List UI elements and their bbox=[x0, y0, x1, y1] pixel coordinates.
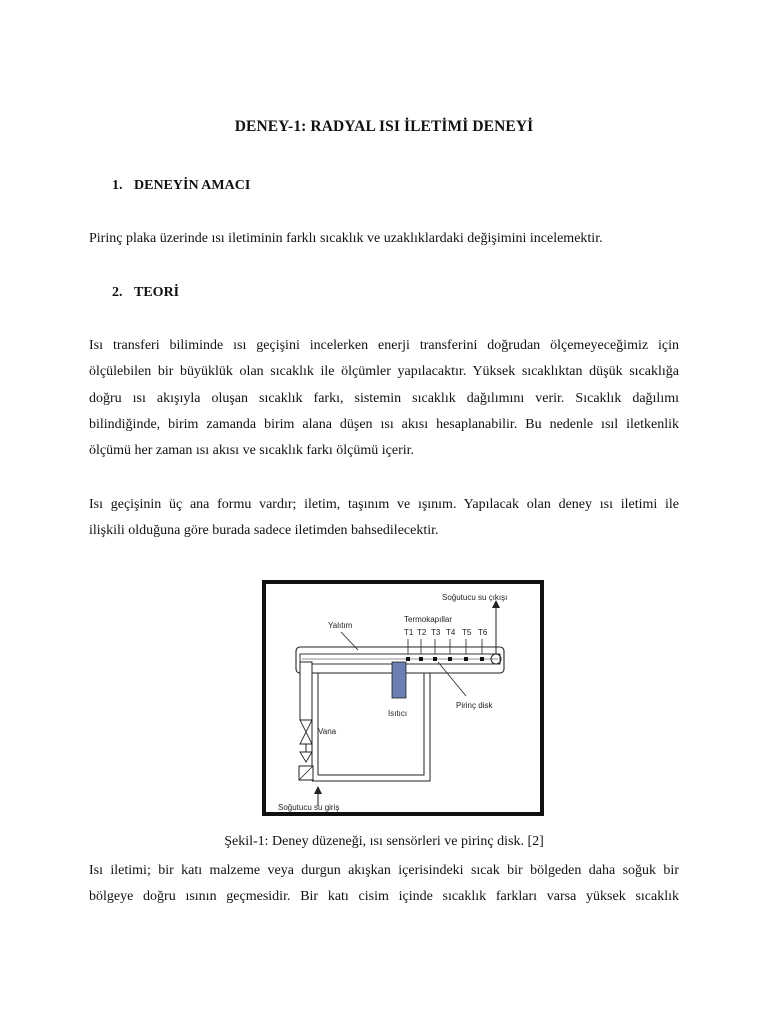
brass-disk-label: Pirinç disk bbox=[456, 701, 493, 710]
sensor-label-t3: T3 bbox=[431, 628, 441, 637]
document-title: DENEY-1: RADYAL ISI İLETİMİ DENEYİ bbox=[234, 118, 534, 135]
theory-paragraph-2 bbox=[89, 492, 679, 545]
aim-paragraph bbox=[89, 226, 679, 252]
sensor-label-t1: T1 bbox=[404, 628, 414, 637]
paragraph-line: Isı transferi biliminde ısı geçişini incelerken enerji transferini doğrudan ölçemeyeceğimiz için bbox=[89, 338, 679, 353]
sensor-label-t6: T6 bbox=[478, 628, 488, 637]
paragraph-line: doğru ısı akışıyla oluşan sıcaklık farkı, sistemin sıcaklık dağılımını verir. Sıcaklık dağılımı bbox=[89, 390, 679, 406]
sensor-point bbox=[419, 657, 423, 661]
valve-icon bbox=[300, 720, 312, 732]
sensor-point bbox=[464, 657, 468, 661]
inlet-pipe bbox=[300, 662, 312, 720]
paragraph-line: bölgeye doğru ısının geçmesidir. Bir katı cisim içinde sıcaklık farkları varsa yüksek sıcaklık bbox=[89, 889, 679, 905]
sensor-point bbox=[480, 657, 484, 661]
section-number: 1. bbox=[112, 178, 123, 193]
section-title: DENEYİN AMACI bbox=[134, 178, 251, 193]
heater-label: Isıtıcı bbox=[388, 709, 408, 718]
paragraph-line: Pirinç plaka üzerinde ısı iletiminin farklı sıcaklık ve uzaklıklardaki değişimini incelemektir. bbox=[89, 231, 603, 246]
valve-label: Vana bbox=[318, 727, 337, 736]
sensor-point bbox=[406, 657, 410, 661]
sensor-label-t4: T4 bbox=[446, 628, 456, 637]
figure-caption: Şekil-1: Deney düzeneği, ısı sensörleri ve pirinç disk. [2] bbox=[224, 834, 544, 849]
paragraph-line: Isı iletimi; bir katı malzeme veya durgun akışkan içerisindeki sıcak bir bölgeden daha soğuk bir bbox=[89, 863, 679, 878]
inlet-arrow-icon bbox=[314, 786, 322, 794]
paragraph-line: ölçümü her zaman ısı akısı ve sıcaklık farkı ölçümü içerir. bbox=[89, 443, 415, 459]
sensor-label-t2: T2 bbox=[417, 628, 427, 637]
insulation-label: Yalıtım bbox=[328, 621, 353, 630]
sensor-point bbox=[448, 657, 452, 661]
section-heading-theory bbox=[112, 285, 179, 301]
heater-block bbox=[392, 662, 406, 698]
sensor-point bbox=[433, 657, 437, 661]
check-valve-icon bbox=[300, 752, 312, 762]
paragraph-line: ölçülebilen bir büyüklük olan sıcaklık ile ölçümler yapılacaktır. Yüksek sıcaklıktan düşük sıcaklığa bbox=[89, 364, 679, 380]
experiment-setup-figure bbox=[262, 580, 544, 816]
conduction-paragraph bbox=[89, 858, 679, 911]
section-title: TEORİ bbox=[134, 285, 180, 300]
brass-disk-leader bbox=[438, 662, 466, 696]
setup-diagram bbox=[266, 584, 540, 812]
paragraph-line: Isı geçişinin üç ana formu vardır; iletim, taşınım ve ışınım. Yapılacak olan deney ısı iletimi ile bbox=[89, 497, 679, 512]
inlet-label: Soğutucu su giriş bbox=[278, 803, 340, 812]
return-loop-inner bbox=[318, 673, 424, 775]
sensor-label-t5: T5 bbox=[462, 628, 472, 637]
theory-paragraph-1 bbox=[89, 333, 679, 464]
outlet-label: Soğutucu su çıkışı bbox=[442, 593, 508, 602]
valve-icon bbox=[300, 732, 312, 744]
paragraph-line: ilişkili olduğuna göre burada sadece iletimden bahsedilecektir. bbox=[89, 523, 439, 539]
thermocouples-label: Termokapıllar bbox=[404, 615, 453, 624]
paragraph-line: bilindiğinde, birim zamanda birim alana düşen ısı akısı hesaplanabilir. Bu nedenle ısıl iletkenlik bbox=[89, 416, 679, 432]
section-number: 2. bbox=[112, 285, 123, 300]
section-heading-aim bbox=[112, 178, 250, 194]
